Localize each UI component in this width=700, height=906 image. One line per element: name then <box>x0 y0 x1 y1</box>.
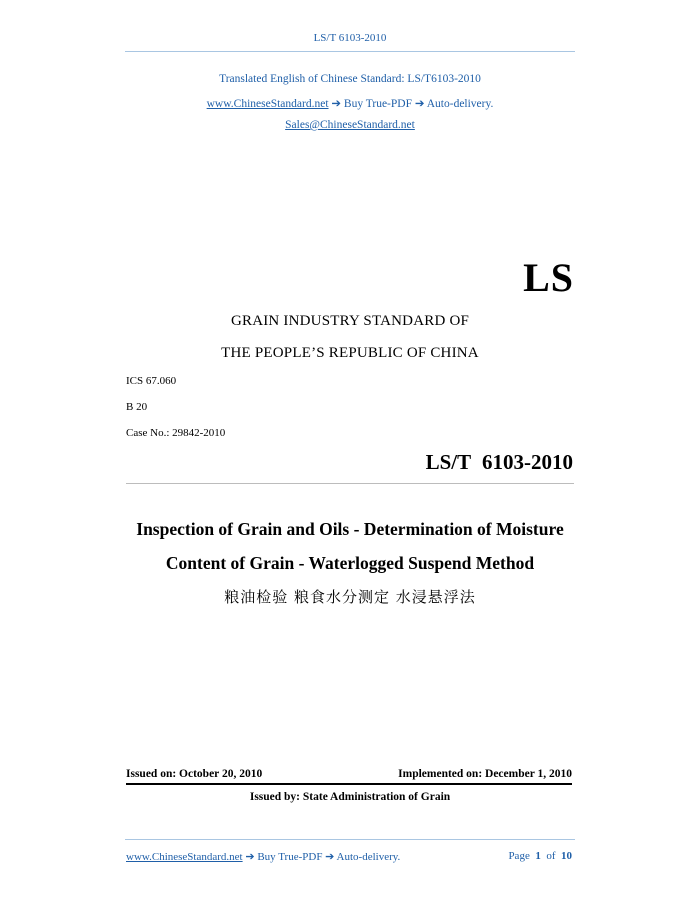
standard-number-divider <box>126 483 574 484</box>
ls-logo: LS <box>523 255 574 300</box>
page-indicator <box>508 850 572 862</box>
footer-divider <box>125 839 575 840</box>
page-word: Page <box>508 850 530 862</box>
footer-site-link[interactable]: www.ChineseStandard.net <box>126 851 243 863</box>
ccs-code: B 20 <box>126 401 148 413</box>
issued-by: Issued by: State Administration of Grain <box>249 791 451 803</box>
promo-email-link[interactable]: Sales@ChineseStandard.net <box>285 119 415 131</box>
title-en-line-1: Inspection of Grain and Oils - Determination of Moisture <box>136 519 564 539</box>
page-number: 1 <box>535 850 541 862</box>
header-divider <box>125 51 575 52</box>
ics-code: ICS 67.060 <box>126 375 177 387</box>
implemented-on: Implemented on: December 1, 2010 <box>398 768 572 780</box>
promo-buy-text: ➔ Buy True-PDF ➔ Auto-delivery. <box>328 98 494 110</box>
running-header: LS/T 6103-2010 <box>313 32 387 44</box>
title-en-line-2: Content of Grain - Waterlogged Suspend Method <box>165 553 535 573</box>
page-total: 10 <box>561 850 572 862</box>
footer <box>126 850 572 863</box>
case-number: Case No.: 29842-2010 <box>126 427 226 439</box>
title-cn: 粮油检验 粮食水分测定 水浸悬浮法 <box>224 588 476 606</box>
dates-row <box>126 768 572 780</box>
promo-line-2 <box>0 96 700 110</box>
dates-divider <box>126 783 572 785</box>
standard-number: LS/T 6103-2010 <box>425 450 573 474</box>
footer-buy-text: ➔ Buy True-PDF ➔ Auto-delivery. <box>242 851 401 863</box>
of-word: of <box>546 850 556 862</box>
standard-gist-line-2: THE PEOPLE’S REPUBLIC OF CHINA <box>221 345 479 361</box>
standard-gist-line-1: GRAIN INDUSTRY STANDARD OF <box>230 313 470 329</box>
promo-line-3 <box>0 119 700 131</box>
promo-line-1: Translated English of Chinese Standard: LS/T6103-2010 <box>219 73 481 85</box>
promo-site-link[interactable]: www.ChineseStandard.net <box>206 98 329 110</box>
issued-on: Issued on: October 20, 2010 <box>126 768 263 780</box>
